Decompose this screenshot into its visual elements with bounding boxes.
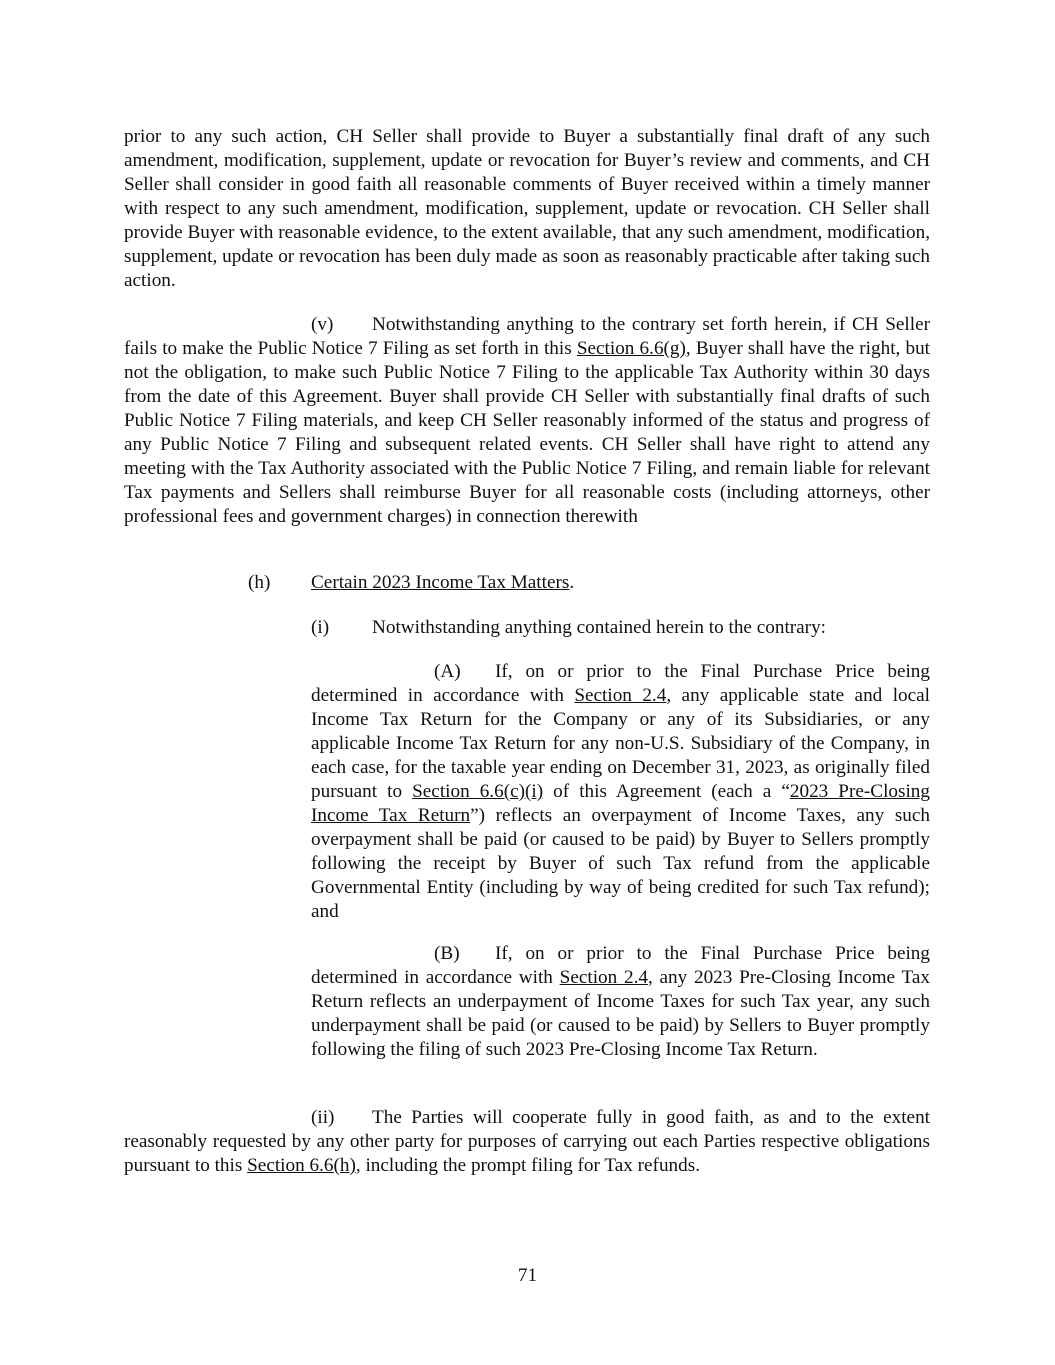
section-reference: Section 2.4 [559, 967, 648, 988]
paragraph-text: Notwithstanding anything to the contrary set forth herein, if CH Seller fails to make the Public Notice 7 Filing as set forth in this [124, 314, 930, 359]
page-number: 71 [517, 1265, 538, 1286]
paragraph-text: prior to any such action, CH Seller shall provide to Buyer a substantially final draft of any such amendment, modification, supplement, update or revocation for Buyer’s review and comments, and CH Seller shall consider in good faith all reasonable comments of Buyer received within a timely manner with respect to any such amendment, modification, supplement, update or revocation. CH Seller shall provide Buyer with reasonable evidence, to the extent available, that any such amendment, modification, supplement, update or revocation has been duly made as soon as reasonably practicable after taking such action. [124, 126, 930, 291]
paragraph-B [311, 942, 930, 1062]
section-heading: Certain 2023 Income Tax Matters [311, 572, 570, 593]
paragraph-v [124, 313, 930, 529]
section-heading-h [248, 571, 930, 595]
paragraph-text: Notwithstanding anything contained herein to the contrary: [372, 617, 826, 638]
section-reference: Section 6.6(h) [247, 1155, 356, 1176]
heading-period: . [569, 572, 575, 593]
paragraph-i [311, 616, 930, 640]
paragraph-continuation [124, 125, 930, 293]
paragraph-text: , any applicable state and local Income Tax Return for the Company or any of its Subsidiaries, or any applicable Income Tax Return for any non-U.S. Subsidiary of the Company, in each case, for the taxable year ending on December 31, 2023, as originally filed pursuant to [311, 685, 930, 802]
clause-marker: (ii) [311, 1107, 335, 1128]
paragraph-text: of this Agreement (each a “ [543, 781, 790, 802]
paragraph-text: , Buyer shall have the right, but not the obligation, to make such Public Notice 7 Filing to the applicable Tax Authority within 30 days from the date of this Agreement. Buyer shall provide CH Seller with substantially final drafts of such Public Notice 7 Filing materials, and keep CH Seller reasonably informed of the status and progress of any Public Notice 7 Filing and subsequent related events. CH Seller shall have right to attend any meeting with the Tax Authority associated with the Public Notice 7 Filing, and remain liable for relevant Tax payments and Sellers shall reimburse Buyer for all reasonable costs (including attorneys, other professional fees and government charges) in connection therewith [124, 338, 930, 527]
paragraph-text: The Parties will cooperate fully in good faith, as and to the extent reasonably requested by any other party for purposes of carrying out each Parties respective obligations pursuant to this [124, 1107, 930, 1176]
paragraph-text: , any 2023 Pre-Closing Income Tax Return reflects an underpayment of Income Taxes for such Tax year, any such underpayment shall be paid (or caused to be paid) by Sellers to Buyer promptly following the filing of such 2023 Pre-Closing Income Tax Return. [311, 967, 930, 1060]
paragraph-A [311, 660, 930, 924]
paragraph-ii [124, 1106, 930, 1178]
defined-term: 2023 Pre-Closing Income Tax Return [311, 781, 930, 826]
section-reference: Section 6.6(g) [576, 338, 686, 359]
paragraph-text: , including the prompt filing for Tax refunds. [355, 1155, 700, 1176]
paragraph-text: ”) reflects an overpayment of Income Taxes, any such overpayment shall be paid (or caused to be paid) by Buyer to Sellers promptly following the receipt by Buyer of such Tax refund from the applicable Governmental Entity (including by way of being credited for such Tax refund); and [311, 805, 931, 922]
clause-marker: (h) [248, 572, 271, 593]
clause-marker: (v) [311, 314, 334, 335]
paragraph-text: If, on or prior to the Final Purchase Price being determined in accordance with [311, 943, 930, 988]
paragraph-text: If, on or prior to the Final Purchase Price being determined in accordance with [311, 661, 930, 706]
section-reference: Section 6.6(c)(i) [412, 781, 544, 802]
clause-marker: (i) [311, 617, 330, 638]
clause-marker: (A) [434, 661, 461, 682]
clause-marker: (B) [434, 943, 460, 964]
section-reference: Section 2.4 [574, 685, 667, 706]
